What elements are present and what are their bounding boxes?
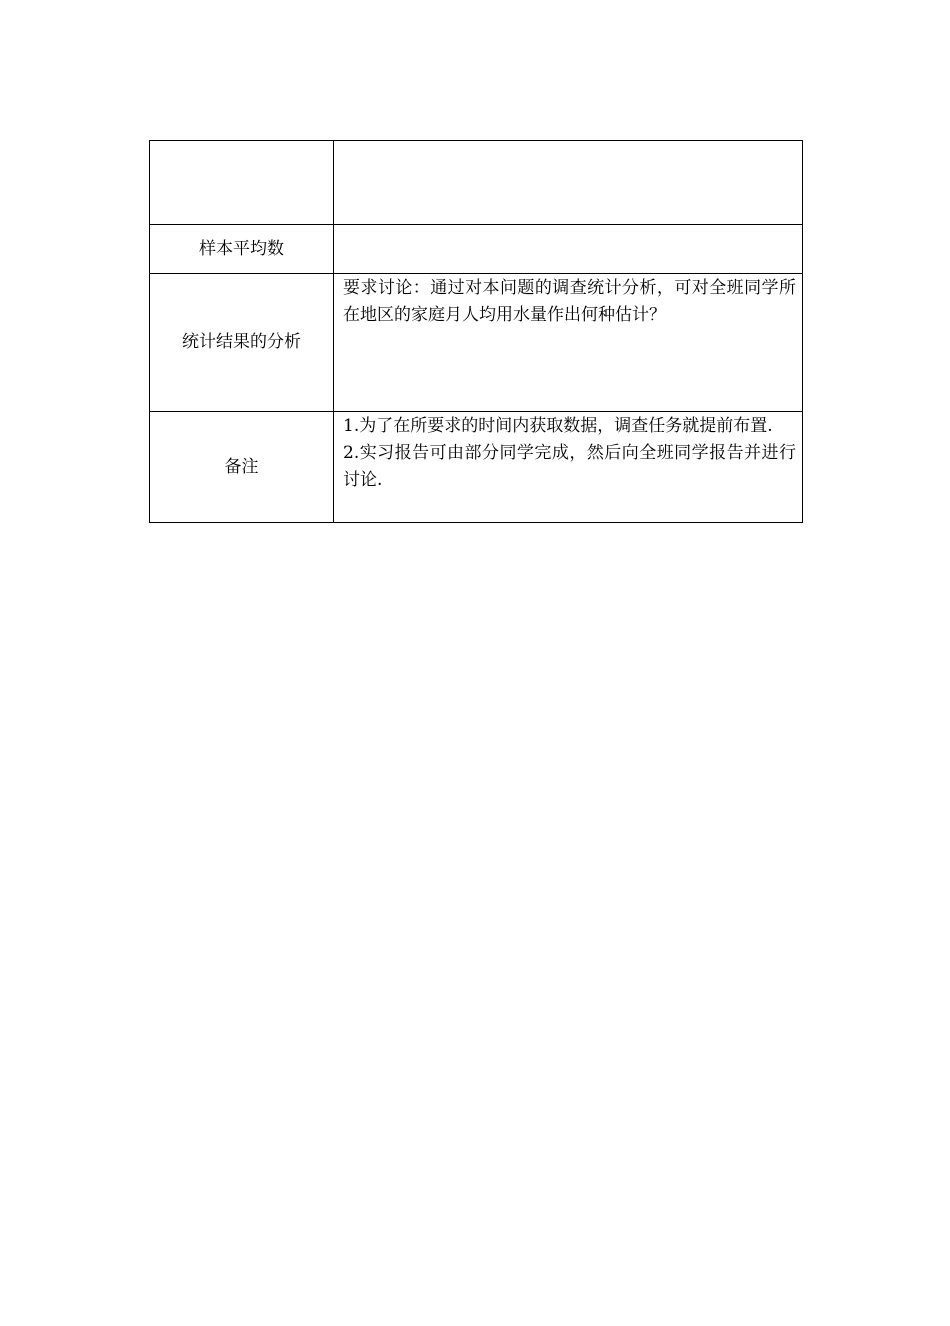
note-item-1: 1.为了在所要求的时间内获取数据，调查任务就提前布置. xyxy=(343,416,773,436)
row-label-sample-mean: 样本平均数 xyxy=(150,225,334,274)
table-row xyxy=(150,225,803,274)
row-content-empty xyxy=(334,141,803,225)
table-row xyxy=(150,141,803,225)
table-row xyxy=(150,412,803,523)
row-content-analysis xyxy=(334,274,803,412)
note-item-2: 2.实习报告可由部分同学完成，然后向全班同学报告并进行讨论. xyxy=(343,443,796,490)
row-label-analysis: 统计结果的分析 xyxy=(150,274,334,412)
report-table xyxy=(149,140,803,523)
analysis-discussion-text: 要求讨论：通过对本问题的调查统计分析，可对全班同学所在地区的家庭月人均用水量作出何种估计？ xyxy=(343,278,796,325)
table-row xyxy=(150,274,803,412)
row-content-notes xyxy=(334,412,803,523)
row-label-empty xyxy=(150,141,334,225)
row-content-sample-mean xyxy=(334,225,803,274)
row-label-notes: 备注 xyxy=(150,412,334,523)
